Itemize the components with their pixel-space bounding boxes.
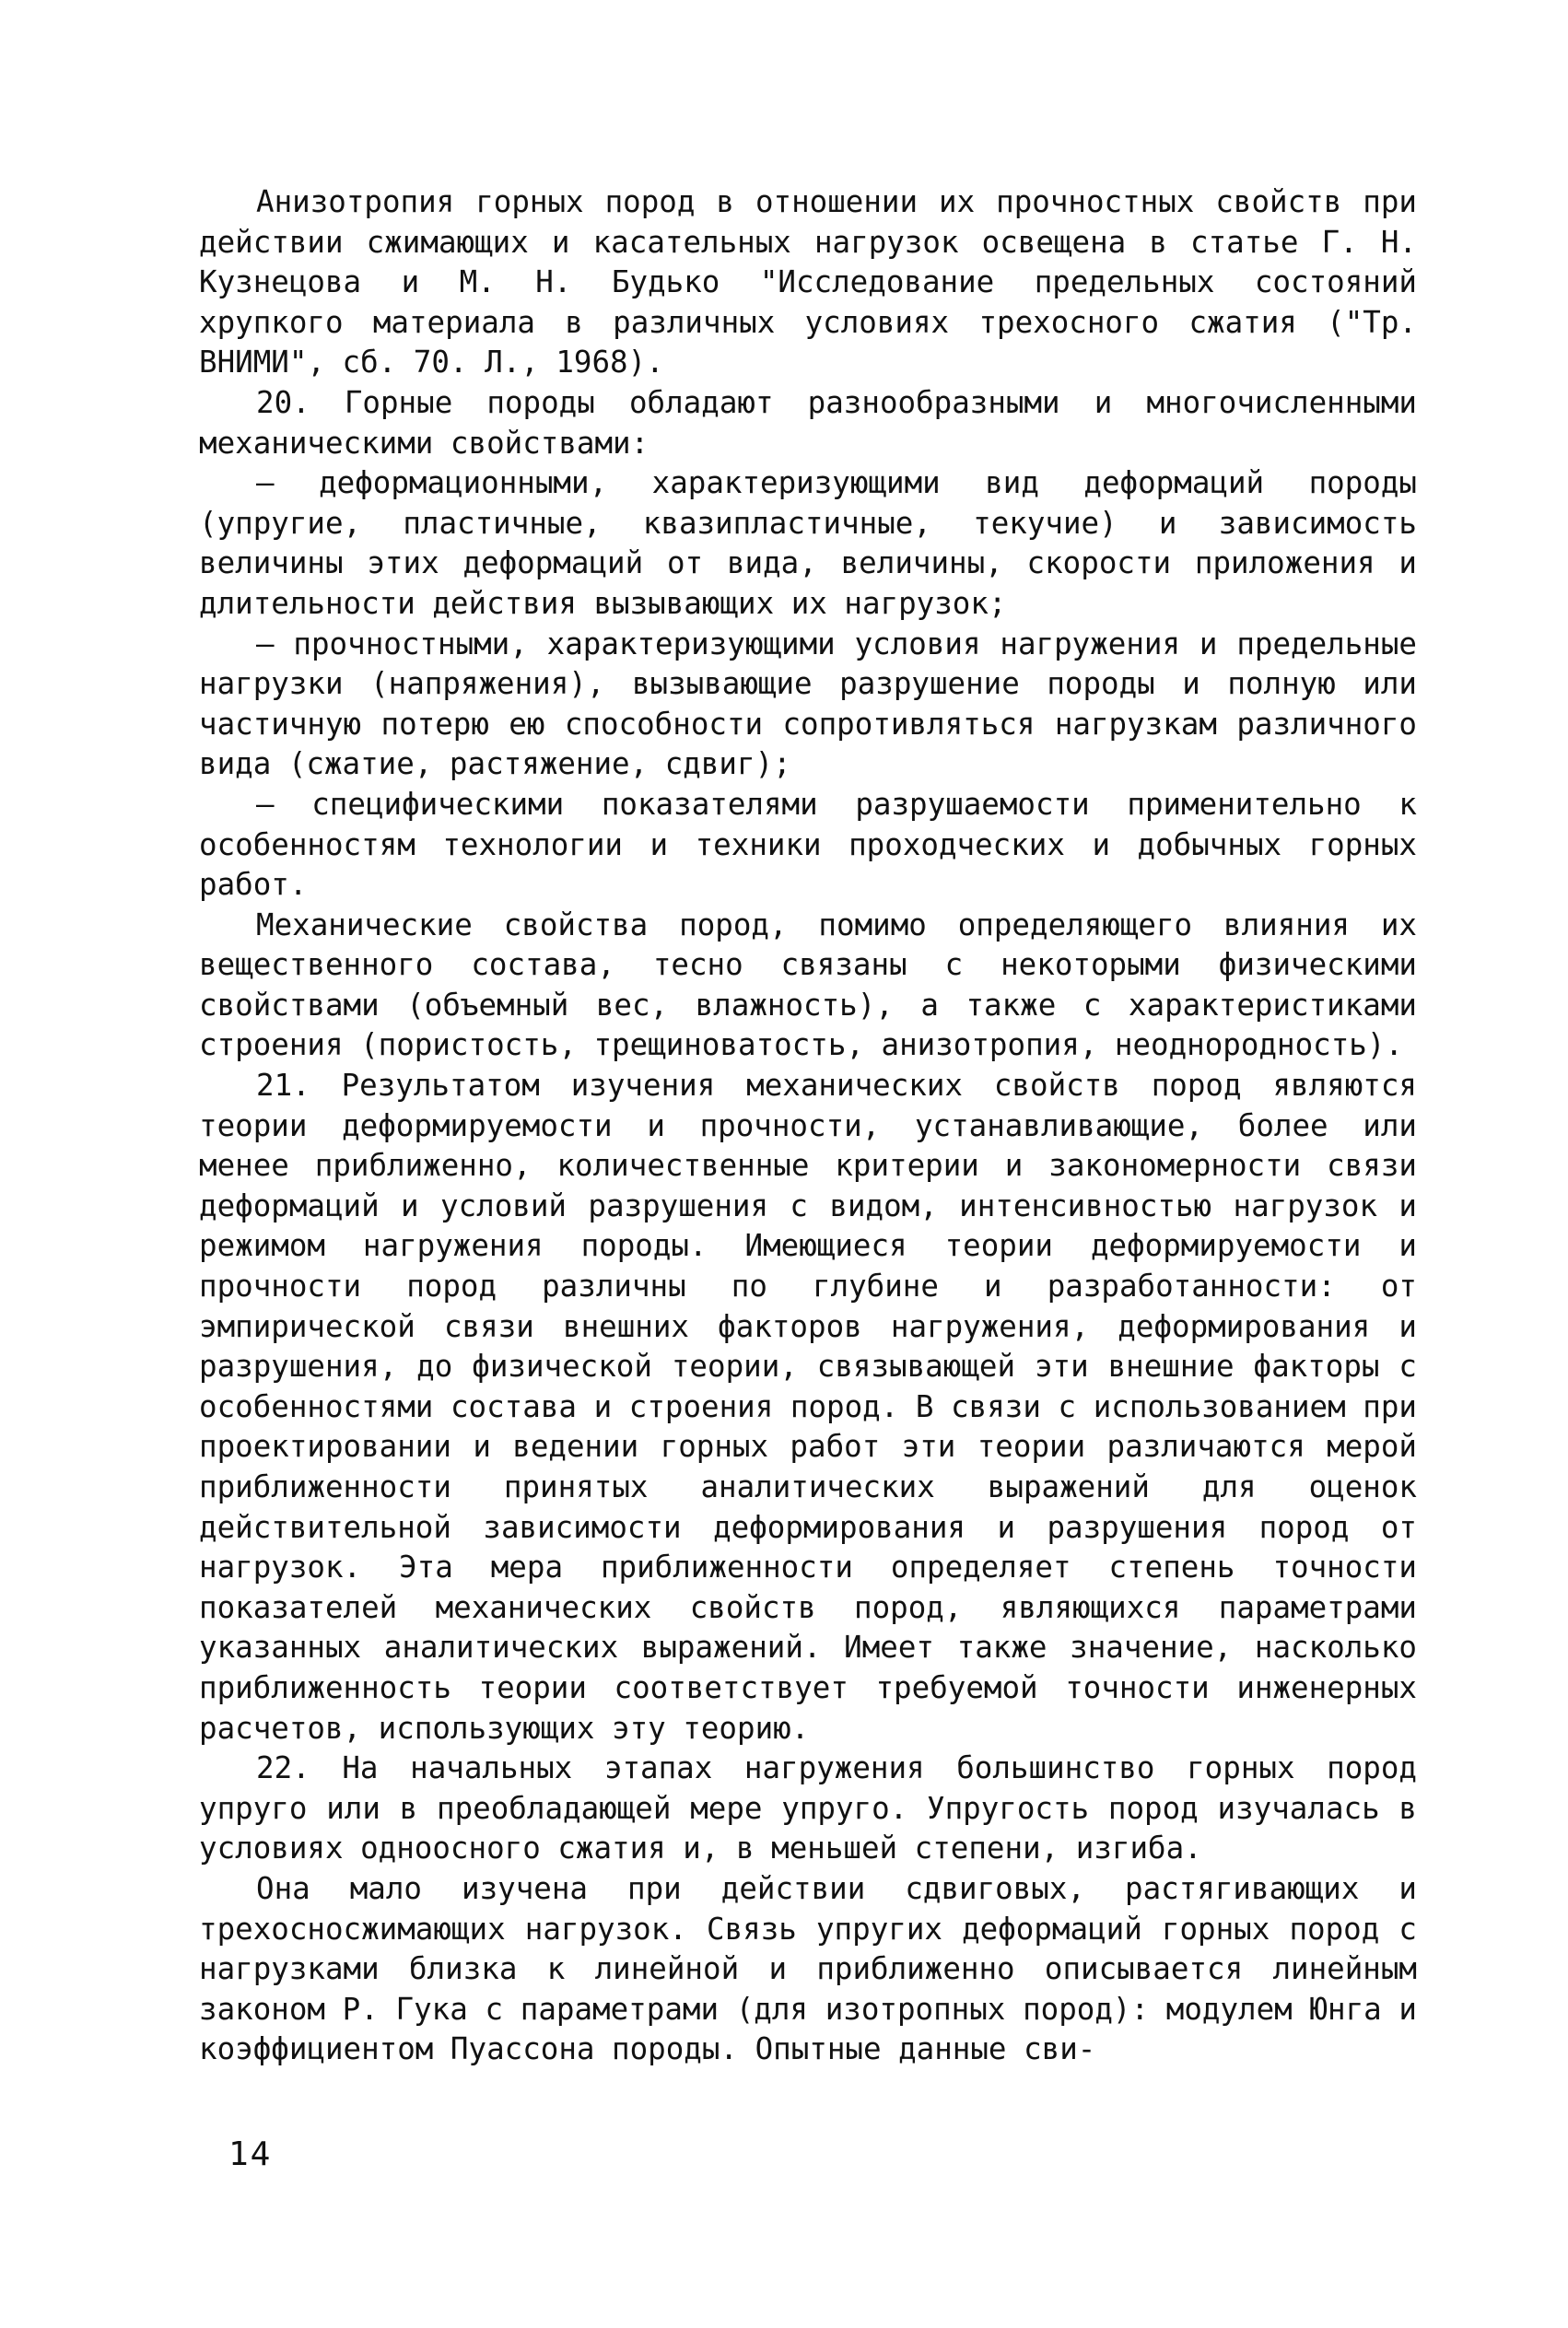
paragraph-mechanical-properties: Механические свойства пород, помимо определяющего влияния их вещественного состава, тесно связаны с некоторыми физическими свойствами (объемный вес, влажность), а также с характеристиками строения (пористость, трещиноватость, анизотропия, неоднородность). bbox=[199, 907, 1417, 1063]
list-item-strength: – прочностными, характеризующими условия нагружения и предельные нагрузки (напряжения), вызывающие разрушение породы и полную или частичную потерю ею способности сопротивляться нагрузкам различного вида (сжатие, растяжение, сдвиг); bbox=[199, 626, 1417, 782]
paragraph-21: 21. Результатом изучения механических свойств пород являются теории деформируемости и прочности, устанавливающие, более или менее приближенно, количественные критерии и закономерности связи деформаций и условий разрушения с видом, интенсивностью нагрузок и режимом нагружения породы. Имеющиеся теории деформируемости и прочности пород различны по глубине и разработанности: от эмпирической связи внешних факторов нагружения, деформирования и разрушения, до физической теории, связывающей эти внешние факторы с особенностями состава и строения пород. В связи с использованием при проектировании и ведении горных работ эти теории различаются мерой приближенности принятых аналитических выражений для оценок действительной зависимости деформирования и разрушения пород от нагрузок. Эта мера приближенности определяет степень точности показателей механических свойств пород, являющихся параметрами указанных аналитических выражений. Имеет также значение, насколько приближенность теории соответствует требуемой точности инженерных расчетов, использующих эту теорию. bbox=[199, 1068, 1417, 1746]
paragraph-20: 20. Горные породы обладают разнообразными и многочисленными механическими свойствами: bbox=[199, 384, 1417, 461]
paragraph-22: 22. На начальных этапах нагружения большинство горных пород упруго или в преобладающей мере упруго. Упругость пород изучалась в условиях одноосного сжатия и, в меньшей степени, изгиба. bbox=[199, 1750, 1417, 1866]
paragraph-anisotropy: Анизотропия горных пород в отношении их прочностных свойств при действии сжимающих и касательных нагрузок освещена в статье Г. Н. Кузнецова и М. Н. Будько "Исследование предельных состояний хрупкого материала в различных условиях трехосного сжатия ("Тр. ВНИМИ", сб. 70. Л., 1968). bbox=[199, 184, 1417, 380]
page-body bbox=[199, 182, 1417, 2070]
list-item-specific: – специфическими показателями разрушаемости применительно к особенностям технологии и техники проходческих и добычных горных работ. bbox=[199, 786, 1417, 903]
paragraph-elasticity: Она мало изучена при действии сдвиговых, растягивающих и трехосносжимающих нагрузок. Связь упругих деформаций горных пород с нагрузками близка к линейной и приближенно описывается линейным законом Р. Гука с параметрами (для изотропных пород): модулем Юнга и коэффициентом Пуассона породы. Опытные данные сви- bbox=[199, 1870, 1417, 2067]
list-item-deformation: – деформационными, характеризующими вид деформаций породы (упругие, пластичные, квазипластичные, текучие) и зависимость величины этих деформаций от вида, величины, скорости приложения и длительности действия вызывающих их нагрузок; bbox=[199, 465, 1417, 621]
page-number: 14 bbox=[228, 2135, 273, 2173]
